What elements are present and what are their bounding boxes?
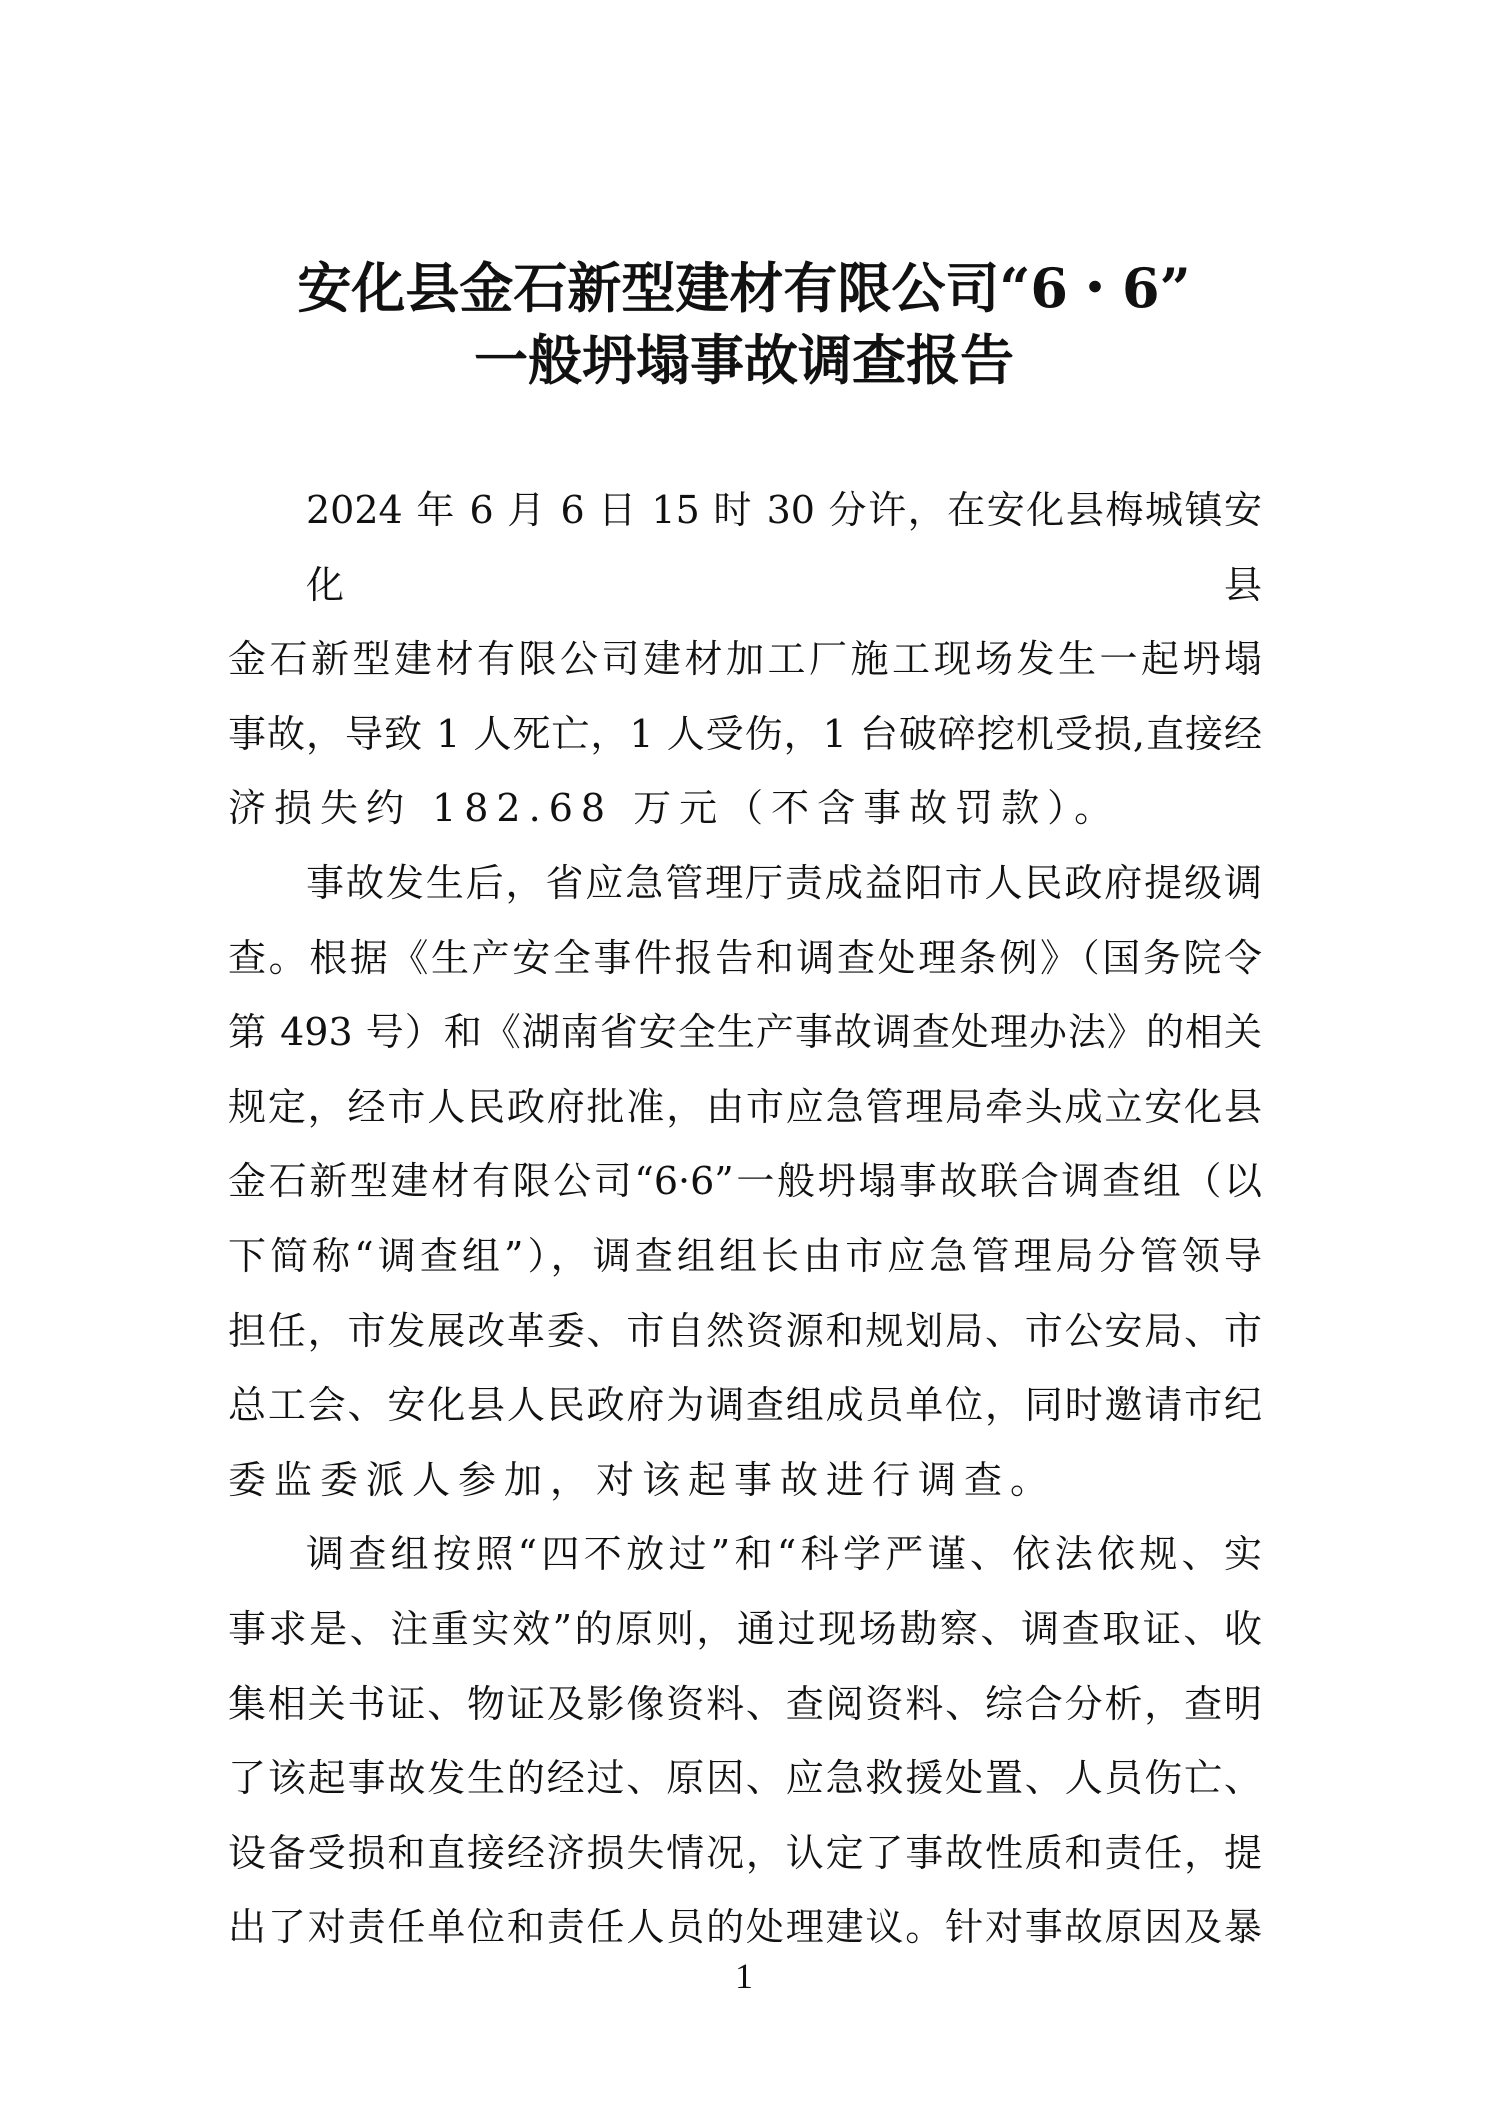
paragraph-line: 了该起事故发生的经过、原因、应急救援处置、人员伤亡、 [228, 1756, 1262, 1801]
paragraph-line: 查。根据《生产安全事件报告和调查处理条例》（国务院令 [228, 935, 1262, 980]
paragraph-line: 金石新型建材有限公司建材加工厂施工现场发生一起坍塌 [228, 637, 1262, 682]
paragraph-line: 设备受损和直接经济损失情况，认定了事故性质和责任，提 [228, 1830, 1262, 1875]
document-title-line-1: 安化县金石新型建材有限公司“6・6” [297, 256, 1191, 320]
document-body [228, 473, 1262, 1965]
paragraph-line: 第 493 号）和《湖南省安全生产事故调查处理办法》的相关 [228, 1010, 1262, 1055]
page-number: 1 [735, 1956, 753, 1996]
paragraph [228, 1517, 1262, 1965]
paragraph-line: 规定，经市人民政府批准，由市应急管理局牵头成立安化县 [228, 1084, 1262, 1129]
paragraph-line: 调查组按照“四不放过”和“科学严谨、依法依规、实 [306, 1532, 1262, 1577]
document-title-line-2: 一般坍塌事故调查报告 [474, 328, 1014, 392]
paragraph-line: 下简称“调查组”），调查组组长由市应急管理局分管领导 [228, 1233, 1262, 1278]
paragraph-line: 事求是、注重实效”的原则，通过现场勘察、调查取证、收 [228, 1606, 1262, 1651]
paragraph-line: 出了对责任单位和责任人员的处理建议。针对事故原因及暴 [228, 1905, 1262, 1950]
paragraph [228, 473, 1262, 846]
paragraph-line: 事故发生后，省应急管理厅责成益阳市人民政府提级调 [306, 860, 1262, 905]
paragraph-line: 委监委派人参加，对该起事故进行调查。 [228, 1457, 1057, 1502]
paragraph-line: 金石新型建材有限公司“6·6”一般坍塌事故联合调查组（以 [228, 1159, 1262, 1204]
paragraph-line: 集相关书证、物证及影像资料、查阅资料、综合分析，查明 [228, 1681, 1262, 1726]
paragraph-line: 济损失约 182.68 万元（不含事故罚款）。 [228, 786, 1121, 831]
paragraph-line: 事故，导致 1 人死亡，1 人受伤，1 台破碎挖机受损,直接经 [228, 711, 1262, 756]
paragraph-line: 担任，市发展改革委、市自然资源和规划局、市公安局、市 [228, 1308, 1262, 1353]
paragraph-line: 2024 年 6 月 6 日 15 时 30 分许，在安化县梅城镇安化县 [306, 488, 1262, 607]
paragraph [228, 846, 1262, 1517]
paragraph-line: 总工会、安化县人民政府为调查组成员单位，同时邀请市纪 [228, 1383, 1262, 1428]
